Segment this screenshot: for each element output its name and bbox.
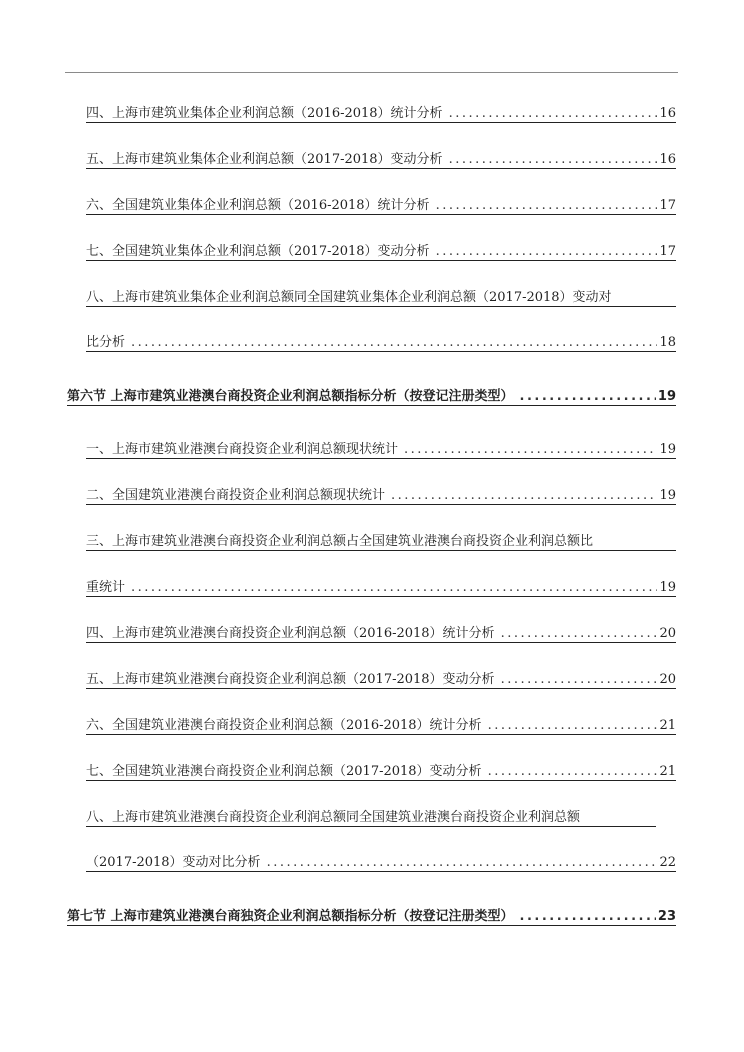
toc-entry-title-continuation: 比分析 (86, 335, 126, 350)
toc-entry-collective-comparison[interactable] (86, 288, 676, 307)
toc-page-number: 19 (659, 580, 676, 595)
toc-section-title: 第六节 上海市建筑业港澳台商投资企业利润总额指标分析（按登记注册类型） (67, 389, 514, 404)
toc-entry-title: 八、上海市建筑业港澳台商投资企业利润总额同全国建筑业港澳台商投资企业利润总额 (86, 810, 581, 825)
toc-entry-title: 七、全国建筑业港澳台商投资企业利润总额（2017-2018）变动分析 (86, 764, 482, 779)
toc-entry-collective-sh-stats[interactable] (86, 104, 676, 123)
toc-entry-title: 一、上海市建筑业港澳台商投资企业利润总额现状统计 (86, 442, 399, 457)
toc-entry-collective-national-change[interactable] (86, 242, 676, 261)
dot-leader (449, 152, 658, 168)
dot-leader (267, 855, 658, 871)
dot-leader (501, 672, 658, 688)
toc-entry-hmt-sh-change[interactable] (86, 670, 676, 689)
dot-leader (449, 106, 658, 122)
toc-entry-hmt-sh-stats[interactable] (86, 624, 676, 643)
dot-leader (391, 488, 657, 504)
toc-entry-title: 七、全国建筑业集体企业利润总额（2017-2018）变动分析 (86, 244, 430, 259)
toc-entry-title: 五、上海市建筑业集体企业利润总额（2017-2018）变动分析 (86, 152, 443, 167)
toc-page-number: 17 (659, 244, 676, 259)
dot-leader (520, 389, 656, 405)
toc-entry-title: 五、上海市建筑业港澳台商投资企业利润总额（2017-2018）变动分析 (86, 672, 495, 687)
toc-entry-collective-comparison-cont[interactable] (86, 333, 676, 352)
toc-entry-hmt-sh-status[interactable] (86, 440, 676, 459)
toc-entry-hmt-national-stats[interactable] (86, 716, 676, 735)
toc-entry-title: 三、上海市建筑业港澳台商投资企业利润总额占全国建筑业港澳台商投资企业利润总额比 (86, 534, 594, 549)
header-rule (65, 72, 678, 73)
toc-page-number: 23 (657, 909, 676, 924)
toc-entry-hmt-comparison[interactable] (86, 808, 656, 827)
toc-entry-hmt-share-cont[interactable] (86, 578, 676, 597)
toc-section-7[interactable] (67, 907, 676, 926)
dot-leader (488, 718, 658, 734)
toc-entry-title: 四、上海市建筑业港澳台商投资企业利润总额（2016-2018）统计分析 (86, 626, 495, 641)
toc-page-number: 19 (659, 488, 676, 503)
toc-page-number: 19 (657, 389, 676, 404)
toc-entry-hmt-national-change[interactable] (86, 762, 676, 781)
toc-entry-title: 六、全国建筑业港澳台商投资企业利润总额（2016-2018）统计分析 (86, 718, 482, 733)
dot-leader (131, 580, 657, 596)
toc-entry-hmt-national-status[interactable] (86, 486, 676, 505)
toc-page-number: 20 (659, 626, 676, 641)
toc-section-title: 第七节 上海市建筑业港澳台商独资企业利润总额指标分析（按登记注册类型） (67, 909, 514, 924)
toc-page-number: 19 (659, 442, 676, 457)
toc-page-number: 17 (659, 198, 676, 213)
toc-page-number: 16 (659, 152, 676, 167)
toc-page-number: 21 (659, 718, 676, 733)
toc-page-number: 20 (659, 672, 676, 687)
toc-page-number: 21 (659, 764, 676, 779)
toc-entry-title: 八、上海市建筑业集体企业利润总额同全国建筑业集体企业利润总额（2017-2018）变动对 (86, 290, 612, 305)
toc-entry-title: 二、全国建筑业港澳台商投资企业利润总额现状统计 (86, 488, 386, 503)
dot-leader (131, 335, 657, 351)
dot-leader (501, 626, 658, 642)
toc-page-number: 22 (659, 855, 676, 870)
toc-page-number: 16 (659, 106, 676, 121)
toc-section-6[interactable] (67, 387, 676, 406)
dot-leader (488, 764, 658, 780)
toc-entry-title-continuation: （2017-2018）变动对比分析 (86, 855, 261, 870)
dot-leader (404, 442, 657, 458)
dot-leader (520, 909, 656, 925)
dot-leader (436, 244, 658, 260)
toc-entry-title: 四、上海市建筑业集体企业利润总额（2016-2018）统计分析 (86, 106, 443, 121)
toc-entry-hmt-comparison-cont[interactable] (86, 853, 676, 872)
toc-entry-hmt-share[interactable] (86, 532, 676, 551)
toc-entry-collective-sh-change[interactable] (86, 150, 676, 169)
toc-page-number: 18 (659, 335, 676, 350)
toc-entry-title-continuation: 重统计 (86, 580, 126, 595)
dot-leader (436, 198, 658, 214)
toc-entry-title: 六、全国建筑业集体企业利润总额（2016-2018）统计分析 (86, 198, 430, 213)
toc-entry-collective-national-stats[interactable] (86, 196, 676, 215)
